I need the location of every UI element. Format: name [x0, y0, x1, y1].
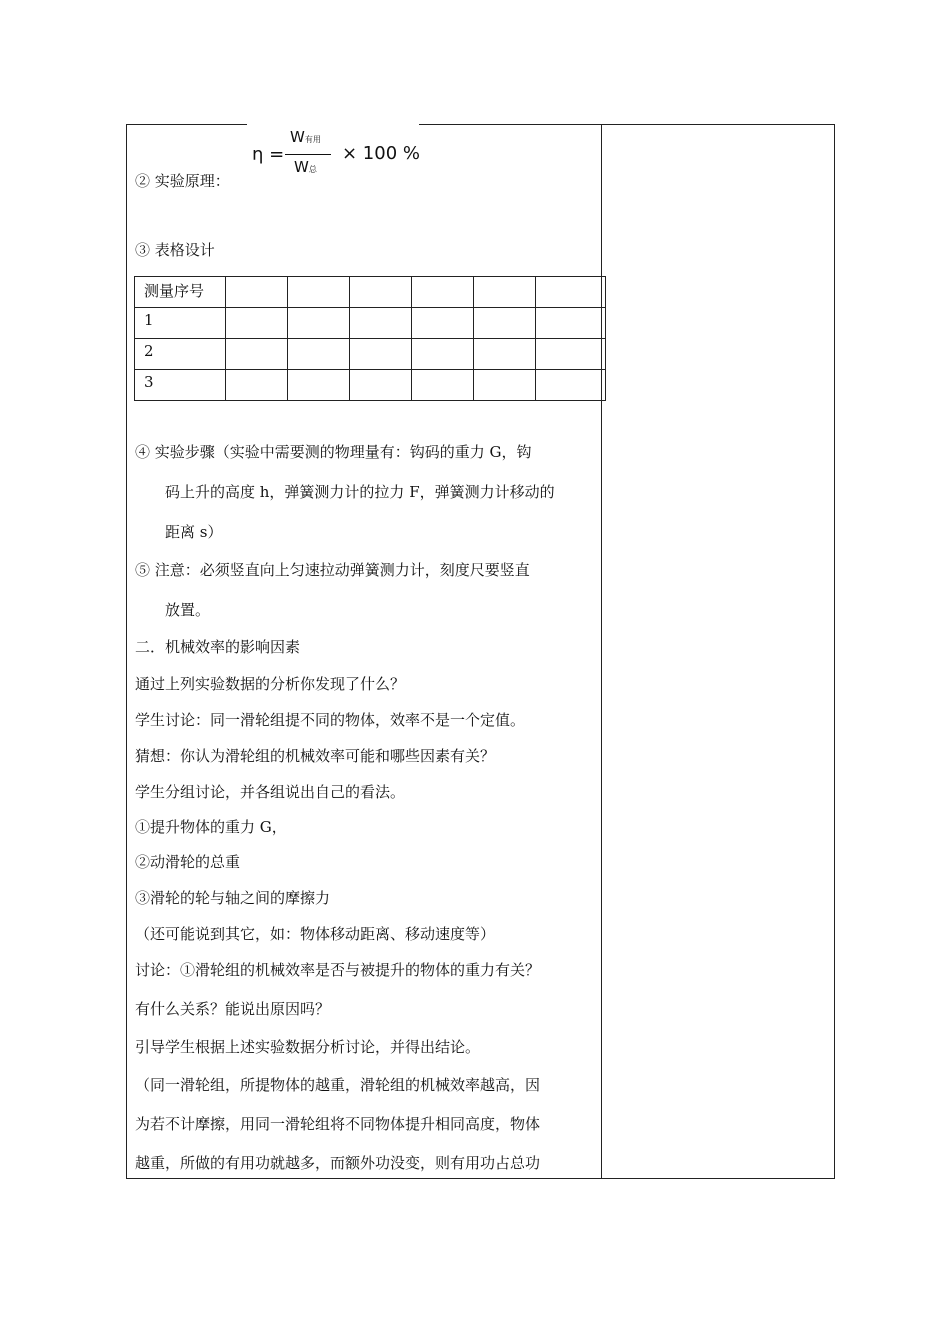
note-line-2: 放置。 [165, 601, 211, 619]
table-cell [226, 339, 288, 370]
principle-label: ② 实验原理： [135, 172, 230, 190]
body-line: ②动滑轮的总重 [135, 853, 241, 871]
row-number-cell: 3 [135, 370, 226, 401]
table-cell [474, 277, 536, 308]
table-cell [536, 308, 606, 339]
table-cell [288, 370, 350, 401]
table-cell [536, 277, 606, 308]
table-row [135, 308, 606, 339]
body-line: ①提升物体的重力 G， [135, 818, 287, 836]
table-cell [288, 277, 350, 308]
table-cell [412, 339, 474, 370]
body-line: 学生分组讨论，并各组说出自己的看法。 [135, 783, 406, 801]
table-cell [412, 370, 474, 401]
formula-backdrop [247, 121, 419, 127]
body-line: 引导学生根据上述实验数据分析讨论，并得出结论。 [135, 1038, 481, 1056]
body-line: 通过上列实验数据的分析你发现了什么？ [135, 675, 406, 693]
table-cell [536, 339, 606, 370]
steps-line-3: 距离 s） [165, 523, 223, 541]
row-number-cell: 1 [135, 308, 226, 339]
table-cell [474, 308, 536, 339]
body-line: （同一滑轮组，所提物体的越重，滑轮组的机械效率越高，因 [135, 1076, 541, 1094]
section-heading: 二．机械效率的影响因素 [135, 638, 301, 656]
table-cell [226, 308, 288, 339]
fraction-bar [285, 154, 331, 155]
formula-times-100-percent: × 100 % [342, 143, 420, 164]
body-line: 讨论：①滑轮组的机械效率是否与被提升的物体的重力有关？ [135, 961, 541, 979]
table-cell [474, 370, 536, 401]
table-row [135, 339, 606, 370]
efficiency-formula [252, 128, 422, 180]
body-line: 学生讨论：同一滑轮组提不同的物体，效率不是一个定值。 [135, 711, 526, 729]
formula-numerator: W有用 [290, 128, 321, 146]
body-line: （还可能说到其它，如：物体移动距离、移动速度等） [135, 925, 496, 943]
table-cell [288, 339, 350, 370]
table-cell [412, 308, 474, 339]
formula-denominator: W总 [294, 158, 317, 176]
table-cell [474, 339, 536, 370]
body-line: ③滑轮的轮与轴之间的摩擦力 [135, 889, 331, 907]
row-number-cell: 2 [135, 339, 226, 370]
table-cell [350, 308, 412, 339]
table-header-cell: 测量序号 [135, 277, 226, 308]
body-line: 猜想：你认为滑轮组的机械效率可能和哪些因素有关？ [135, 747, 496, 765]
table-cell [412, 277, 474, 308]
table-row [135, 370, 606, 401]
steps-line-1: ④ 实验步骤（实验中需要测的物理量有：钩码的重力 G，钩 [135, 443, 532, 461]
body-line: 为若不计摩擦，用同一滑轮组将不同物体提升相同高度，物体 [135, 1115, 541, 1133]
body-line: 越重，所做的有用功就越多，而额外功没变，则有用功占总功 [135, 1154, 541, 1172]
note-line-1: ⑤ 注意：必须竖直向上匀速拉动弹簧测力计，刻度尺要竖直 [135, 561, 530, 579]
table-cell [536, 370, 606, 401]
table-cell [350, 277, 412, 308]
formula-eta-equals: η = [252, 144, 285, 165]
table-cell [288, 308, 350, 339]
table-cell [350, 339, 412, 370]
body-line: 有什么关系？能说出原因吗？ [135, 1000, 331, 1018]
table-design-label: ③ 表格设计 [135, 241, 215, 259]
steps-line-2: 码上升的高度 h，弹簧测力计的拉力 F，弹簧测力计移动的 [165, 483, 555, 501]
table-row [135, 277, 606, 308]
table-cell [226, 370, 288, 401]
table-cell [350, 370, 412, 401]
measurement-table [134, 276, 606, 401]
table-cell [226, 277, 288, 308]
